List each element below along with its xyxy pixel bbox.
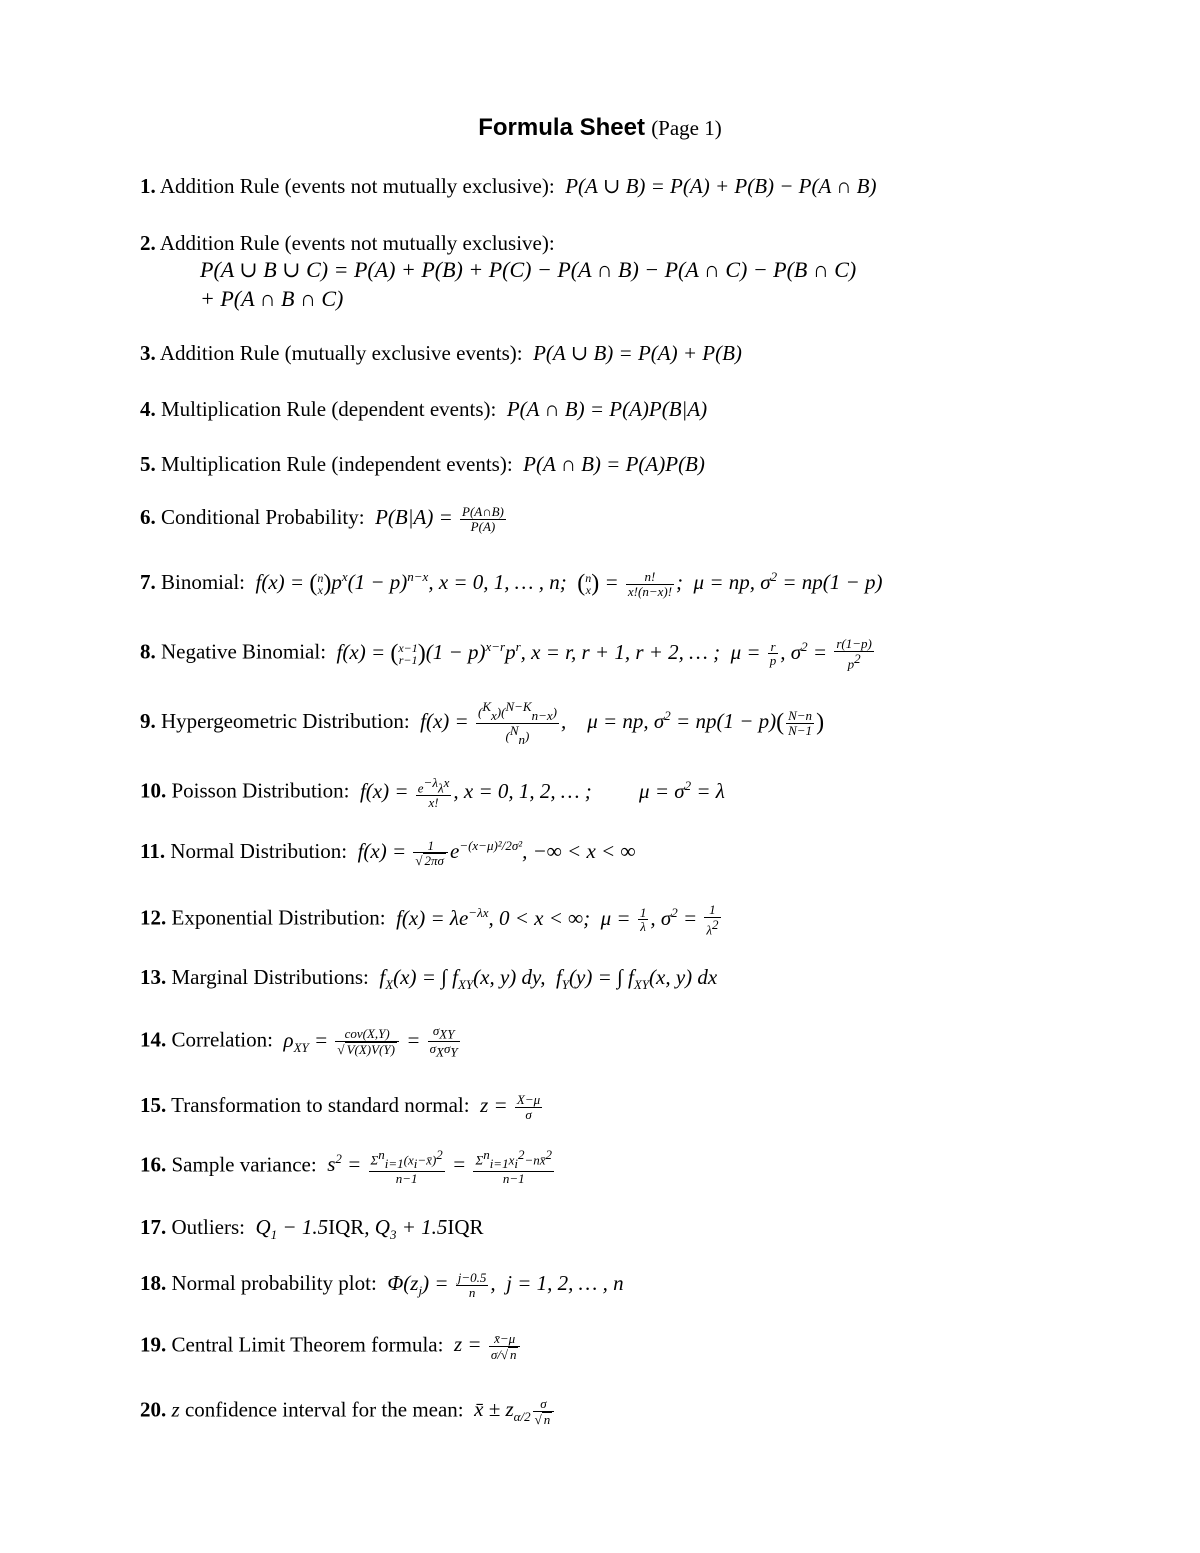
formula-9 [140, 700, 824, 746]
formula-number: 3. [140, 341, 156, 365]
formula-expression: P(A ∪ B) = P(A) + P(B) − P(A ∩ B) [559, 174, 877, 198]
formula-number: 13. [140, 965, 167, 989]
formula-expression: f(x) = ( n x )$p^x(1 - p)^{n-x}$, x = 0, 1, … , n; ( n x ) = $\frac{n!}{x!(n-x)!}$ ; μ = np, $\sigma^2 = np(1 - p)$ [250, 569, 883, 599]
formula-expression: $f_X(x)$ = ∫ $f_{XY}(x$, y) dy, $f_Y(y)$ = ∫ $f_{XY}(x$, y) dx [374, 965, 718, 993]
formula-expression: $\rho_{XY}$ = $\frac{\text{cov(X,Y)}}{√ V(X)V(Y)}$ = $\frac{\sigma_{XY}}{\sigma_X\sigma_Y}$ [278, 1023, 458, 1060]
formula-14 [140, 1024, 462, 1059]
formula-18 [140, 1271, 624, 1299]
formula-label: Multiplication Rule (dependent events): [161, 397, 497, 421]
formula-variable: z [171, 1397, 180, 1422]
formula-label: Negative Binomial: [161, 639, 327, 664]
formula-number: 7. [140, 570, 156, 594]
formula-label: confidence interval for the mean: [184, 1397, 464, 1422]
formula-16 [140, 1148, 556, 1185]
formula-expression: f(x) = $\frac{(^K_x)(^{N-K}_{n-x})}{(^N_n)}$ , μ = np, $\sigma^2 = np(1 - p)$( $\frac{N-n}{N-1}$ ) [414, 699, 825, 747]
formula-expression: P(B|A) = $\frac{P(A\cap B)}{P(A)}$ [369, 504, 504, 534]
formula-label: Normal probability plot: [171, 1271, 377, 1295]
formula-label: Sample variance: [171, 1152, 317, 1177]
formula-8 [140, 637, 876, 671]
formula-number: 14. [140, 1027, 167, 1052]
formula-number: 11. [140, 839, 166, 863]
formula-label: Correlation: [171, 1027, 273, 1052]
formula-expression: P(A ∩ B) = P(A)P(B) [517, 452, 705, 476]
formula-number: 12. [140, 905, 167, 930]
formula-expression: f(x) = ( x−1 r−1 )$(1 - p)^{x-r}p^r$, x = r, r + 1, r + 2, … ; μ = $\frac{r}{p}$ , $\sigma^2$ = $\frac{r(1-p)}{p^2}$ [331, 636, 872, 671]
formula-20 [140, 1397, 556, 1426]
formula-label: Transformation to standard normal: [171, 1093, 470, 1117]
formula-number: 2. [140, 231, 156, 255]
formula-label: Normal Distribution: [170, 839, 348, 863]
formula-expression: $Q_1 - 1.5IQR$, $Q_3 + 1.5IQR$ [250, 1215, 484, 1243]
formula-expression: $f(x) = \lambda e^{-\lambda x}$, 0 < x < ∞; μ = $\frac{1}{\lambda}$ , $\sigma^2$ = $\frac{1}{\lambda^2}$ [390, 902, 719, 937]
formula-expression: f(x) = $\frac{e^{-\lambda}\lambda^x}{x!}$ , x = 0, 1, 2, … ; $\mu = \sigma^2 = \lambda$ [354, 775, 725, 810]
formula-2-expression-line1: P(A ∪ B ∪ C) = P(A) + P(B) + P(C) − P(A ∩ B) − P(A ∩ C) − P(B ∩ C) [200, 257, 857, 282]
formula-number: 8. [140, 639, 156, 664]
formula-number: 17. [140, 1215, 167, 1239]
formula-label: Poisson Distribution: [171, 778, 350, 803]
formula-label: Conditional Probability: [161, 505, 365, 529]
formula-expression: x̄ ± $z_{\alpha/2}$ $\frac{\sigma}{√ n}$ [469, 1397, 556, 1421]
formula-19 [140, 1332, 522, 1361]
formula-number: 6. [140, 505, 156, 529]
formula-expression: f(x) = $\frac{1}{√ 2\pi\sigma}$ $e^{-(x-\mu)^2/2\sigma^2}$, −∞ < x < ∞ [352, 837, 636, 869]
formula-number: 19. [140, 1332, 167, 1357]
formula-label: Exponential Distribution: [171, 905, 386, 930]
formula-label: Addition Rule (mutually exclusive events): [159, 341, 523, 365]
formula-label: Addition Rule (events not mutually exclusive): [159, 231, 555, 255]
formula-number: 10. [140, 778, 167, 803]
formula-12 [140, 903, 723, 937]
formula-expression: $\Phi(z_j)$ = $\frac{j-0.5}{n}$ , j = 1, 2, … , n [382, 1270, 624, 1300]
formula-7 [140, 569, 882, 598]
formula-2 [140, 231, 555, 256]
formula-label: Addition Rule (events not mutually exclusive): [159, 174, 555, 198]
formula-17 [140, 1215, 484, 1243]
formula-3 [140, 341, 742, 366]
page-title [0, 114, 1200, 142]
formula-label: Outliers: [171, 1215, 245, 1239]
formula-15 [140, 1093, 544, 1121]
formula-number: 16. [140, 1152, 167, 1177]
formula-number: 18. [140, 1271, 167, 1295]
formula-label: Central Limit Theorem formula: [171, 1332, 444, 1357]
title-page: (Page 1) [651, 116, 722, 140]
formula-number: 9. [140, 708, 156, 733]
formula-expression: P(A ∩ B) = P(A)P(B|A) [501, 397, 708, 421]
formula-5 [140, 452, 705, 477]
formula-expression: P(A ∪ B) = P(A) + P(B) [527, 341, 742, 365]
formula-2-expression-line2: + P(A ∩ B ∩ C) [200, 286, 344, 311]
formula-number: 20. [140, 1397, 167, 1422]
formula-label: Marginal Distributions: [171, 965, 369, 989]
formula-label: Multiplication Rule (independent events): [161, 452, 513, 476]
formula-expression: z = $\frac{x̄-\mu}{\sigma/√ n}$ [449, 1332, 523, 1356]
formula-6 [140, 505, 508, 533]
formula-expression: z = $\frac{X-\mu}{\sigma}$ [474, 1092, 541, 1122]
formula-number: 1. [140, 174, 156, 198]
formula-4 [140, 397, 707, 422]
formula-1 [140, 174, 876, 199]
formula-label: Hypergeometric Distribution: [161, 708, 410, 733]
formula-13 [140, 965, 717, 993]
formula-number: 4. [140, 397, 156, 421]
title-main: Formula Sheet [478, 114, 645, 141]
formula-expression: $s^2$ = $\frac{\Sigma^n_{i=1}(x_i-x̄)^2}{n-1}$ = $\frac{\Sigma^n_{i=1}x_i^2-nx̄^2}{n-1}$ [321, 1147, 553, 1186]
formula-label: Binomial: [161, 570, 245, 594]
formula-number: 5. [140, 452, 156, 476]
formula-11 [140, 838, 635, 868]
formula-number: 15. [140, 1093, 167, 1117]
formula-10 [140, 776, 725, 810]
